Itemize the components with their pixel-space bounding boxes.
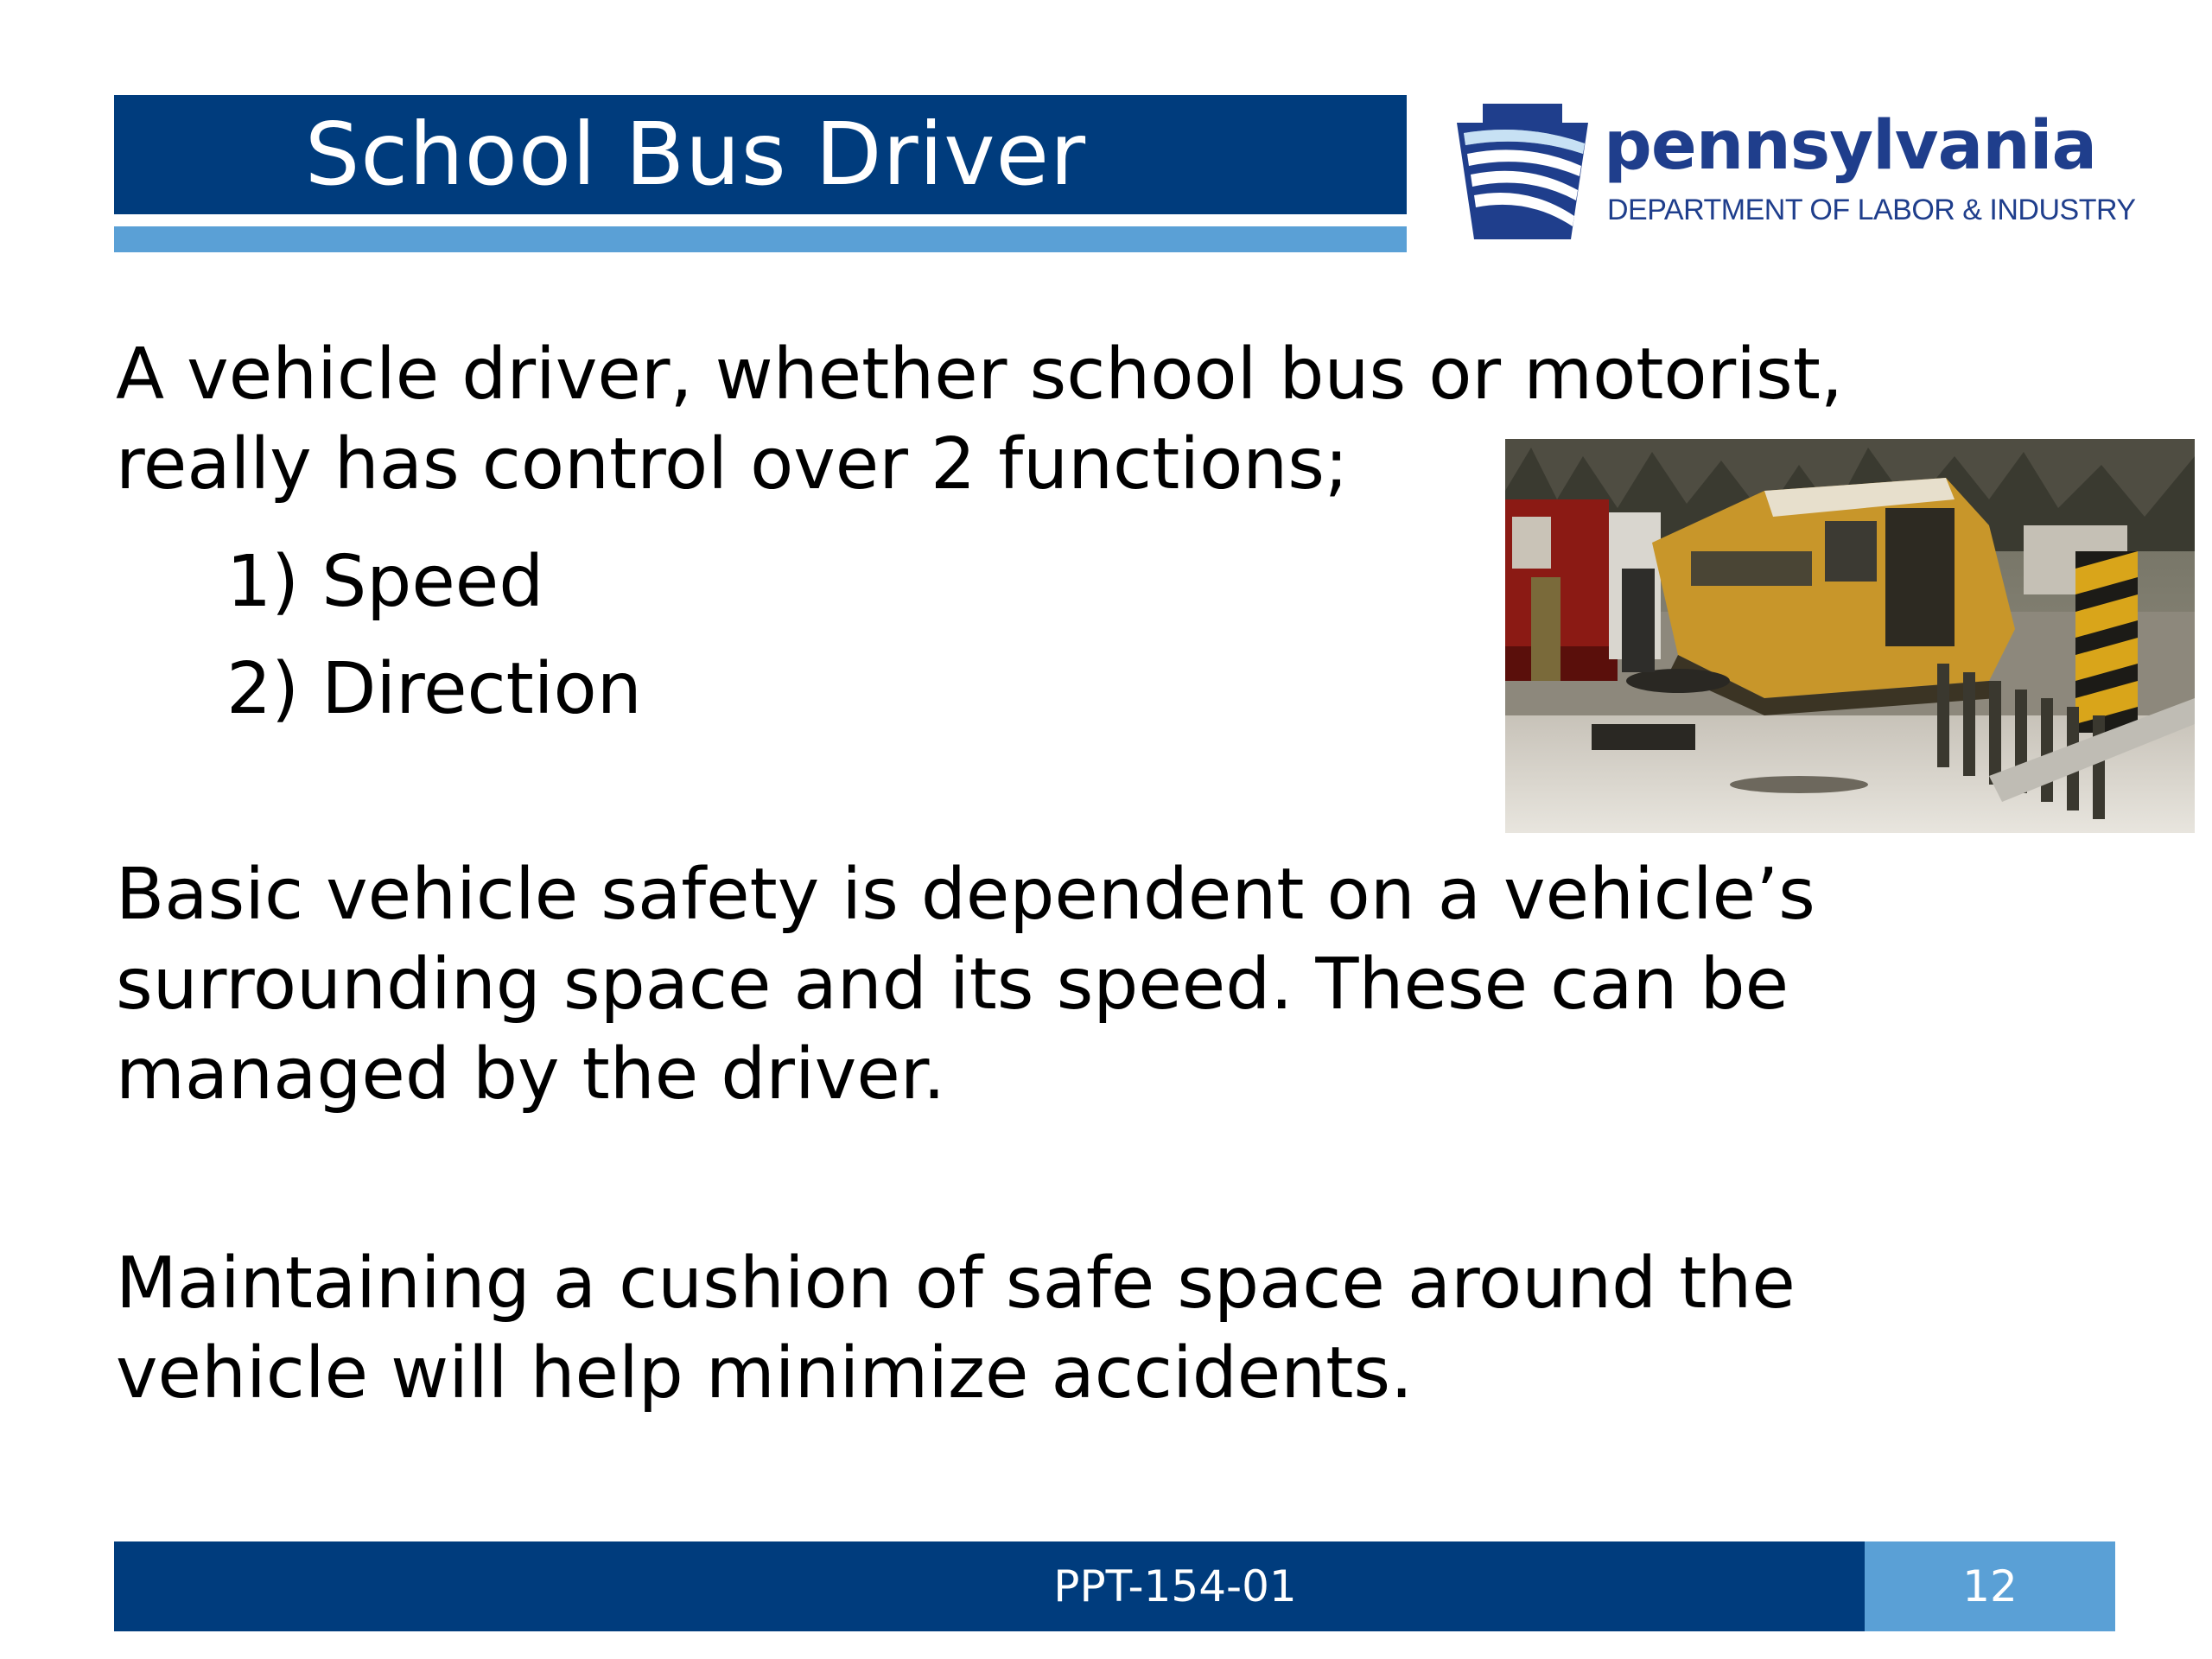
paragraph-cushion: Maintaining a cushion of safe space around the vehicle will help minimize accidents.: [116, 1243, 1796, 1414]
bus-accident-photo-drawing: [1505, 439, 2195, 833]
function-list: [226, 529, 642, 743]
footer-code: PPT-154-01: [1053, 1561, 1297, 1611]
pa-logo: [1448, 97, 2191, 252]
list-item: 2) Direction: [226, 648, 642, 730]
logo-subtitle: DEPARTMENT OF LABOR & INDUSTRY: [1607, 194, 2136, 226]
logo-name: pennsylvania: [1604, 107, 2097, 185]
footer-bar: [114, 1541, 1865, 1631]
paragraph-controls: A vehicle driver, whether school bus or motorist, really has control over 2 functions;: [116, 334, 1843, 505]
paragraph-safety: Basic vehicle safety is dependent on a vehicle’s surrounding space and its speed. These can be managed by the driver.: [116, 854, 1815, 1116]
list-item: 1) Speed: [226, 541, 544, 623]
title-bar: [114, 95, 1407, 214]
keystone-logo-icon: [1448, 97, 1595, 244]
slide-title: School Bus Driver: [304, 104, 1087, 205]
title-underline: [114, 226, 1407, 252]
page-number: 12: [1865, 1541, 2115, 1631]
bus-accident-photo: [1505, 439, 2195, 833]
